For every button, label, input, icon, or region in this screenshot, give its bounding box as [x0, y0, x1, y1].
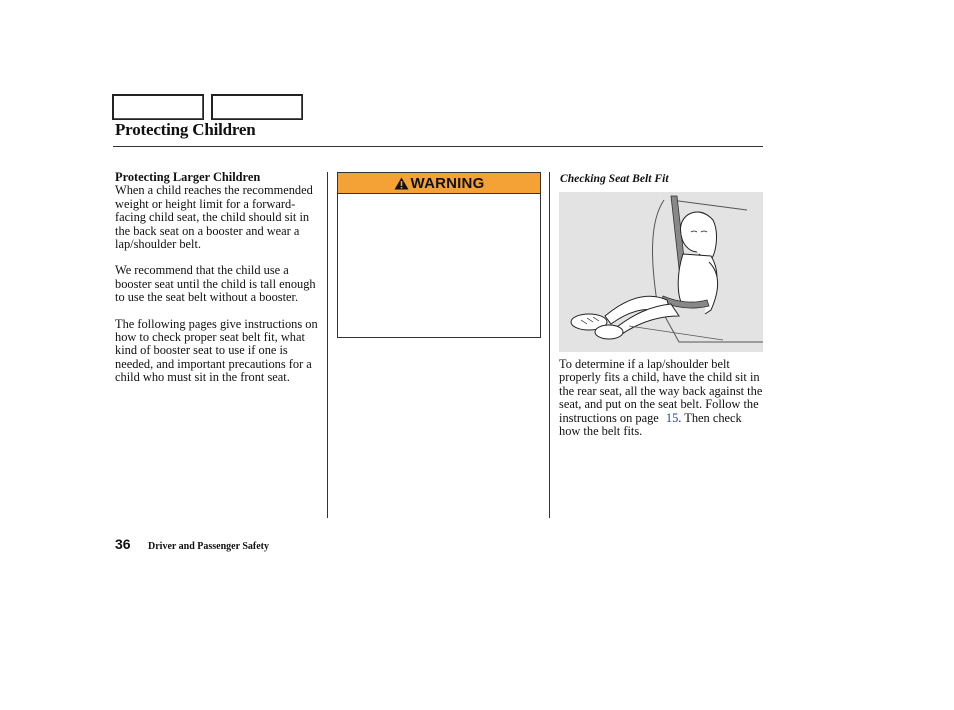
child-in-seatbelt-illustration — [559, 192, 763, 352]
title-divider — [113, 146, 763, 147]
belt-fit-text: To determine if a lap/shoulder belt properly fits a child, have the child sit in the rear seat, all the way back against the seat, and put on the seat belt. Follow the instructions on page — [559, 357, 763, 425]
column-divider-right — [549, 172, 550, 518]
belt-fit-text-end: . Then check how the belt fits. — [559, 410, 742, 439]
paragraph-2: We recommend that the child use a booster seat until the child is tall enough to use the seat belt without a booster. — [115, 263, 316, 305]
page-title: Protecting Children — [115, 120, 256, 139]
right-column — [559, 358, 764, 438]
column-divider-left — [327, 172, 328, 518]
page-reference-link[interactable]: 15 — [665, 410, 679, 425]
nav-button-previous[interactable] — [112, 94, 204, 120]
warning-header — [338, 173, 540, 194]
nav-button-next[interactable] — [211, 94, 303, 120]
warning-triangle-icon — [394, 177, 409, 190]
section-heading: Protecting Larger Children — [115, 170, 261, 184]
paragraph-1: When a child reaches the recommended weight or height limit for a forward-facing child seat, the child should sit in the back seat on a booster and wear a lap/shoulder belt. — [115, 183, 313, 252]
warning-box — [337, 172, 541, 338]
belt-fit-paragraph — [559, 358, 764, 438]
paragraph-3: The following pages give instructions on how to check proper seat belt fit, what kind of booster seat to use if one is needed, and important precautions for a child who must sit in the front seat. — [115, 316, 318, 385]
page-number: 36 — [115, 536, 131, 552]
section-name: Driver and Passenger Safety — [148, 541, 270, 552]
left-column — [115, 171, 325, 398]
warning-label: WARNING — [410, 174, 485, 192]
figure-caption: Checking Seat Belt Fit — [560, 172, 669, 185]
